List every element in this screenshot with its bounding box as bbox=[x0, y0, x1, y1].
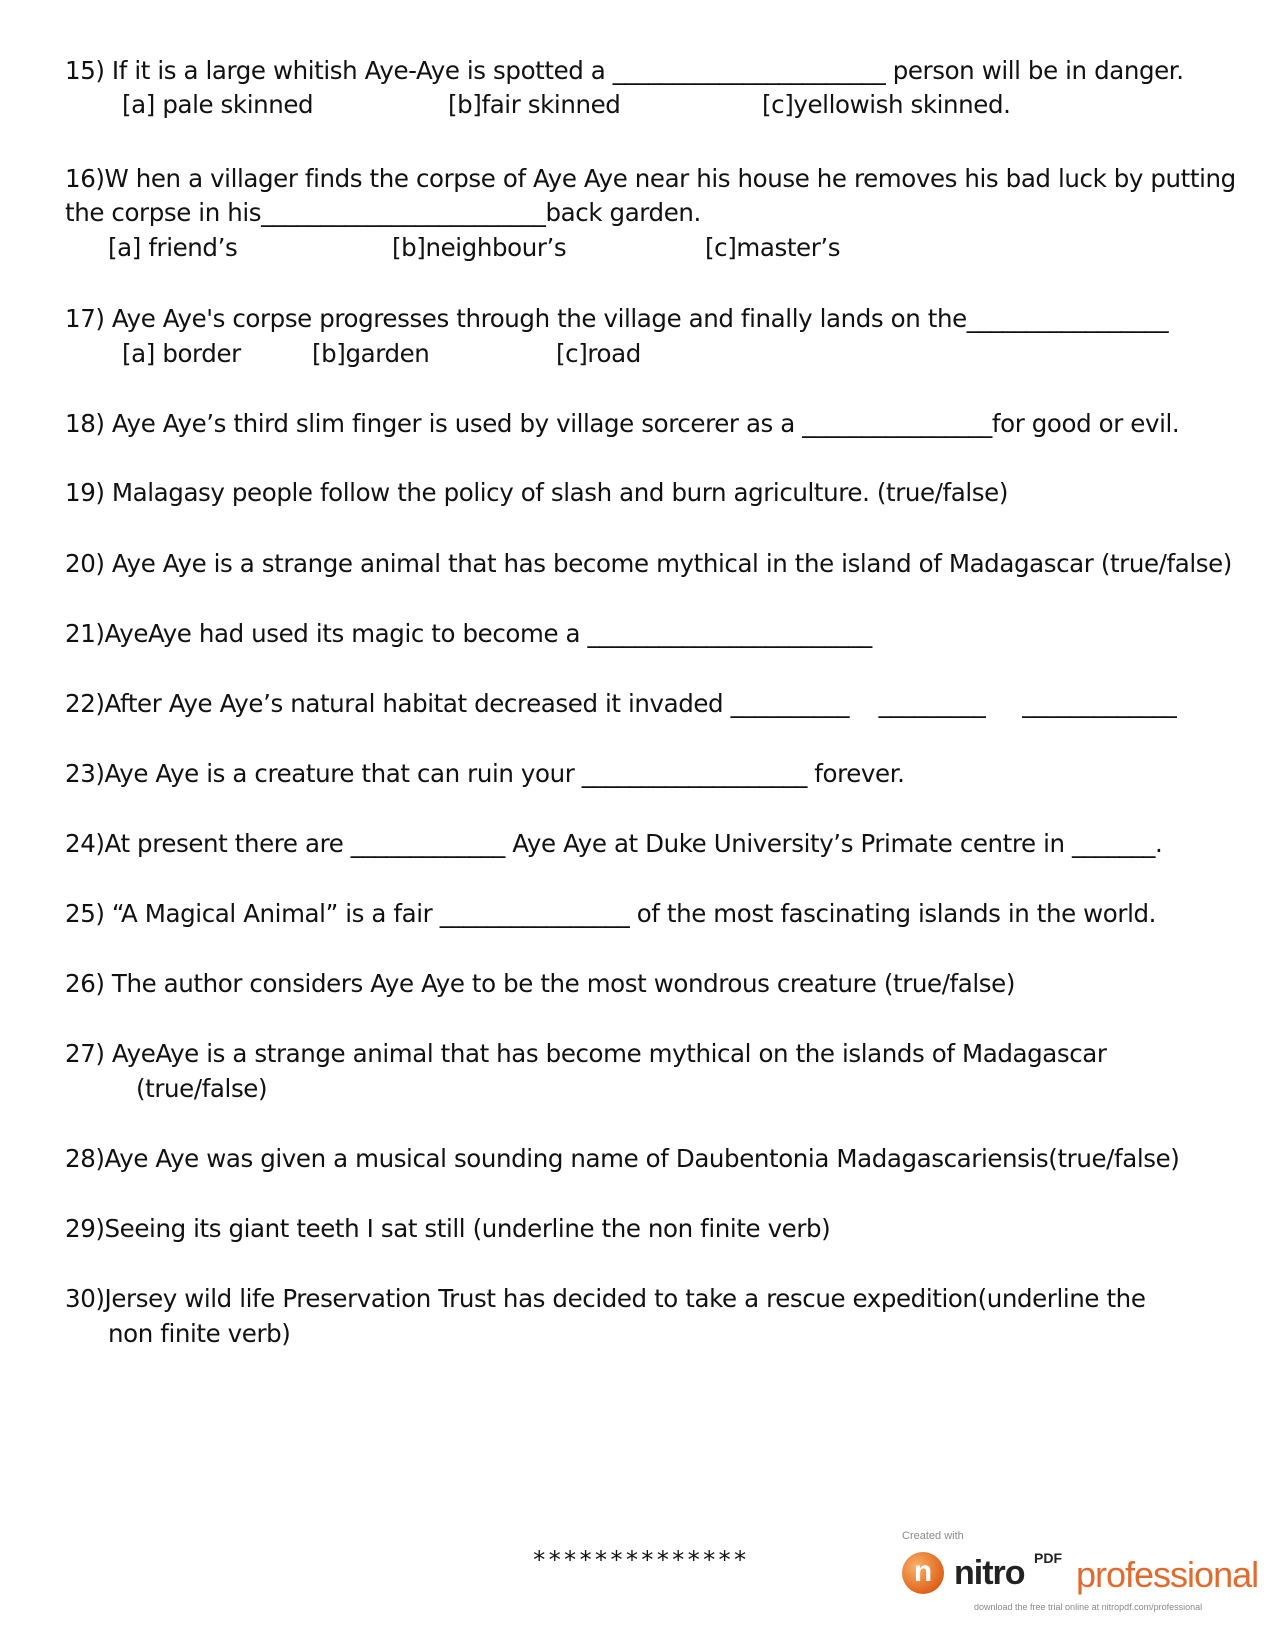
logo-professional-text: professional bbox=[1076, 1554, 1259, 1595]
question-16-line-1: 16)W hen a villager finds the corpse of Aye Aye near his house he removes his bad luck by putting bbox=[65, 164, 1236, 193]
q16-option-b: [b]neighbour’s bbox=[392, 233, 567, 262]
q15-option-c: [c]yellowish skinned. bbox=[762, 90, 1011, 119]
question-24: 24)At present there are _____________ Aye Aye at Duke University’s Primate centre in _______. bbox=[65, 829, 1163, 858]
question-21: 21)AyeAye had used its magic to become a ________________________ bbox=[65, 619, 872, 648]
logo-created-with: Created with bbox=[902, 1530, 964, 1542]
logo-pdf-text: PDF bbox=[1034, 1550, 1062, 1566]
question-16-line-2: the corpse in his________________________back garden. bbox=[65, 198, 701, 227]
q17-option-b: [b]garden bbox=[312, 339, 430, 368]
q16-option-c: [c]master’s bbox=[705, 233, 841, 262]
logo-nitro-text: nitro bbox=[954, 1554, 1025, 1592]
question-17: 17) Aye Aye's corpse progresses through the village and finally lands on the_________________ bbox=[65, 304, 1169, 333]
question-30-line-1: 30)Jersey wild life Preservation Trust has decided to take a rescue expedition(underline the bbox=[65, 1284, 1146, 1313]
question-28: 28)Aye Aye was given a musical sounding name of Daubentonia Madagascariensis(true/false) bbox=[65, 1144, 1180, 1173]
q15-option-a: [a] pale skinned bbox=[122, 90, 314, 119]
nitro-badge-icon: n bbox=[902, 1552, 944, 1594]
question-22: 22)After Aye Aye’s natural habitat decreased it invaded __________ _________ _____________ bbox=[65, 689, 1177, 718]
question-30-line-2: non finite verb) bbox=[108, 1319, 291, 1348]
nitro-pdf-logo bbox=[902, 1530, 1262, 1640]
question-29: 29)Seeing its giant teeth I sat still (underline the non finite verb) bbox=[65, 1214, 831, 1243]
q17-option-c: [c]road bbox=[556, 339, 641, 368]
question-23: 23)Aye Aye is a creature that can ruin your ___________________ forever. bbox=[65, 759, 905, 788]
question-27-line-1: 27) AyeAye is a strange animal that has become mythical on the islands of Madagascar bbox=[65, 1039, 1107, 1068]
q16-option-a: [a] friend’s bbox=[108, 233, 238, 262]
logo-trial-text: download the free trial online at nitropdf.com/professional bbox=[974, 1602, 1203, 1612]
question-19: 19) Malagasy people follow the policy of slash and burn agriculture. (true/false) bbox=[65, 478, 1008, 507]
question-20: 20) Aye Aye is a strange animal that has become mythical in the island of Madagascar (true/false) bbox=[65, 549, 1232, 578]
q15-option-b: [b]fair skinned bbox=[448, 90, 621, 119]
question-26: 26) The author considers Aye Aye to be the most wondrous creature (true/false) bbox=[65, 969, 1015, 998]
question-25: 25) “A Magical Animal” is a fair ________________ of the most fascinating islands in the world. bbox=[65, 899, 1157, 928]
question-27-line-2: (true/false) bbox=[136, 1074, 268, 1103]
q17-option-a: [a] border bbox=[122, 339, 241, 368]
end-stars: ************** bbox=[532, 1546, 749, 1574]
question-18: 18) Aye Aye’s third slim finger is used by village sorcerer as a ________________for good or evil. bbox=[65, 409, 1180, 438]
question-15: 15) If it is a large whitish Aye-Aye is spotted a _______________________ person will be in danger. bbox=[65, 56, 1184, 85]
